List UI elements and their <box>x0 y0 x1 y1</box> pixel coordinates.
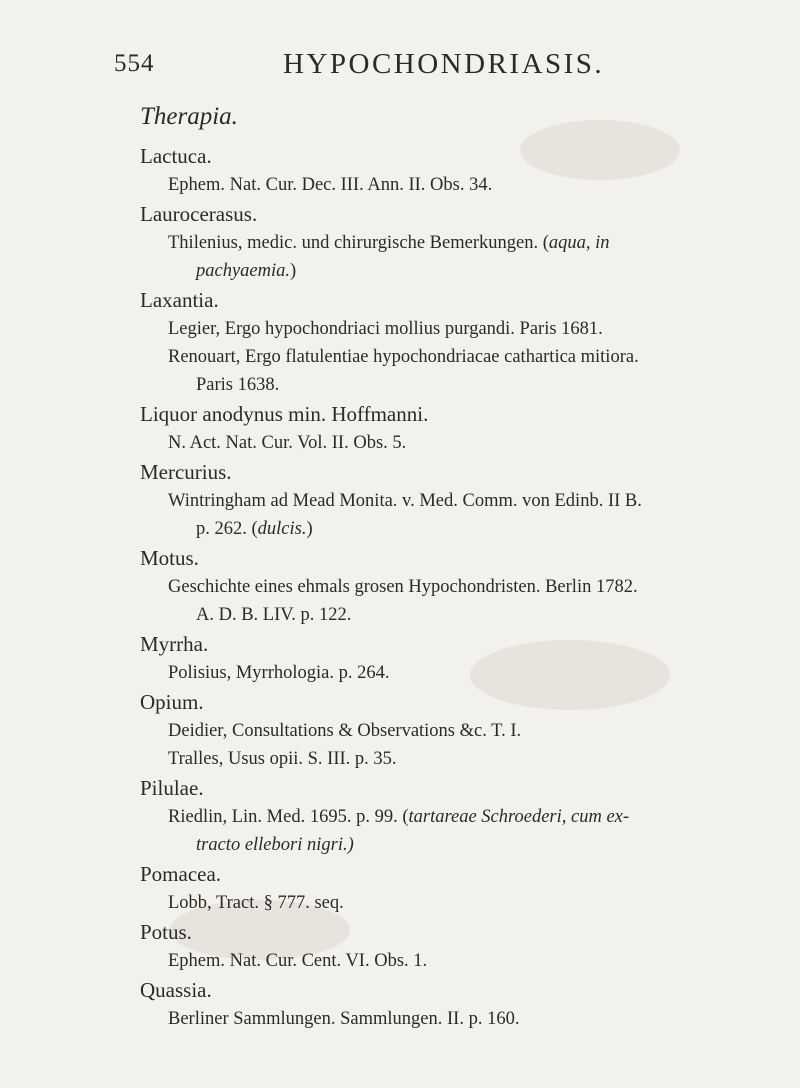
reference-text: Tralles, Usus opii. S. III. p. 35. <box>168 749 397 769</box>
reference <box>140 229 780 285</box>
reference-note: pachyaemia. <box>196 261 291 281</box>
reference-line <box>168 889 780 917</box>
entry-heading: Pilulae. <box>140 776 204 800</box>
reference <box>140 659 780 687</box>
reference-line <box>168 717 780 745</box>
reference-text: Geschichte eines ehmals grosen Hypochondristen. Berlin 1782. <box>168 577 638 597</box>
reference-text: Wintringham ad Mead Monita. v. Med. Comm. von Edinb. II B. <box>168 491 642 511</box>
entry <box>140 859 780 917</box>
reference-text: N. Act. Nat. Cur. Vol. II. Obs. 5. <box>168 433 407 453</box>
entry-heading: Liquor anodynus min. Hoffmanni. <box>140 402 429 426</box>
reference <box>140 315 780 343</box>
reference-line <box>168 229 780 257</box>
entry-heading: Mercurius. <box>140 460 232 484</box>
reference-text: Riedlin, Lin. Med. 1695. p. 99. ( <box>168 807 409 827</box>
closing-paren: ) <box>306 519 313 539</box>
reference-note: aqua, in <box>548 233 610 253</box>
entry-list <box>140 141 780 1033</box>
reference-text: p. 262. ( <box>196 519 258 539</box>
entry <box>140 141 780 199</box>
reference-line <box>168 429 780 457</box>
reference-text: Ephem. Nat. Cur. Dec. III. Ann. II. Obs. 34. <box>168 175 493 195</box>
reference-line <box>168 343 780 371</box>
reference-text: Paris 1638. <box>196 375 280 395</box>
reference-line <box>168 659 780 687</box>
entry-heading: Myrrha. <box>140 632 209 656</box>
reference-text: Berliner Sammlungen. Sammlungen. II. p. 160. <box>168 1009 520 1029</box>
reference-note: dulcis. <box>257 519 307 539</box>
entry-heading: Quassia. <box>140 978 212 1002</box>
entry <box>140 917 780 975</box>
entry-heading: Potus. <box>140 920 192 944</box>
entry-heading: Motus. <box>140 546 199 570</box>
entry-heading: Pomacea. <box>140 862 222 886</box>
reference <box>140 947 780 975</box>
reference-line-continued <box>168 831 780 859</box>
reference <box>140 429 780 457</box>
reference-text: Thilenius, medic. und chirurgische Bemerkungen. ( <box>168 233 549 253</box>
reference-text: Legier, Ergo hypochondriaci mollius purgandi. Paris 1681. <box>168 319 603 339</box>
entry <box>140 199 780 285</box>
reference-text: Deidier, Consultations & Observations &c. T. I. <box>168 721 522 741</box>
reference-line <box>168 803 780 831</box>
entry <box>140 975 780 1033</box>
reference <box>140 1005 780 1033</box>
reference-line <box>168 947 780 975</box>
reference-text: Ephem. Nat. Cur. Cent. VI. Obs. 1. <box>168 951 428 971</box>
entry-heading: Opium. <box>140 690 204 714</box>
reference <box>140 745 780 773</box>
reference <box>140 889 780 917</box>
reference-line-continued <box>168 371 780 399</box>
entry <box>140 285 780 399</box>
entry-heading: Laxantia. <box>140 288 219 312</box>
reference-text: Polisius, Myrrhologia. p. 264. <box>168 663 390 683</box>
reference <box>140 487 780 543</box>
reference-line <box>168 487 780 515</box>
reference-line-continued <box>168 257 780 285</box>
entry <box>140 773 780 859</box>
reference <box>140 343 780 399</box>
entry <box>140 399 780 457</box>
reference-line-continued <box>168 515 780 543</box>
reference <box>140 717 780 745</box>
reference-line-continued <box>168 601 780 629</box>
reference <box>140 573 780 629</box>
reference-line <box>168 573 780 601</box>
entry <box>140 687 780 773</box>
reference-text: A. D. B. LIV. p. 122. <box>196 605 352 625</box>
reference-text: Lobb, Tract. § 777. seq. <box>168 893 344 913</box>
reference-note: tracto ellebori nigri.) <box>196 835 354 855</box>
section-title: Therapia. <box>140 103 238 130</box>
reference-line <box>168 1005 780 1033</box>
reference-text: ) <box>290 261 297 281</box>
entry <box>140 457 780 543</box>
reference-text: Renouart, Ergo flatulentiae hypochondriacae cathartica mitiora. <box>168 347 639 367</box>
reference <box>140 171 780 199</box>
reference-note: tartareae Schroederi, cum ex- <box>408 807 630 827</box>
entry <box>140 543 780 629</box>
entry <box>140 629 780 687</box>
reference-line <box>168 315 780 343</box>
entry-heading: Laurocerasus. <box>140 202 258 226</box>
reference <box>140 803 780 859</box>
reference-line <box>168 171 780 199</box>
running-title: HYPOCHONDRIASIS. <box>283 48 605 80</box>
reference-line <box>168 745 780 773</box>
entry-heading: Lactuca. <box>140 144 212 168</box>
page-number: 554 <box>114 50 155 77</box>
